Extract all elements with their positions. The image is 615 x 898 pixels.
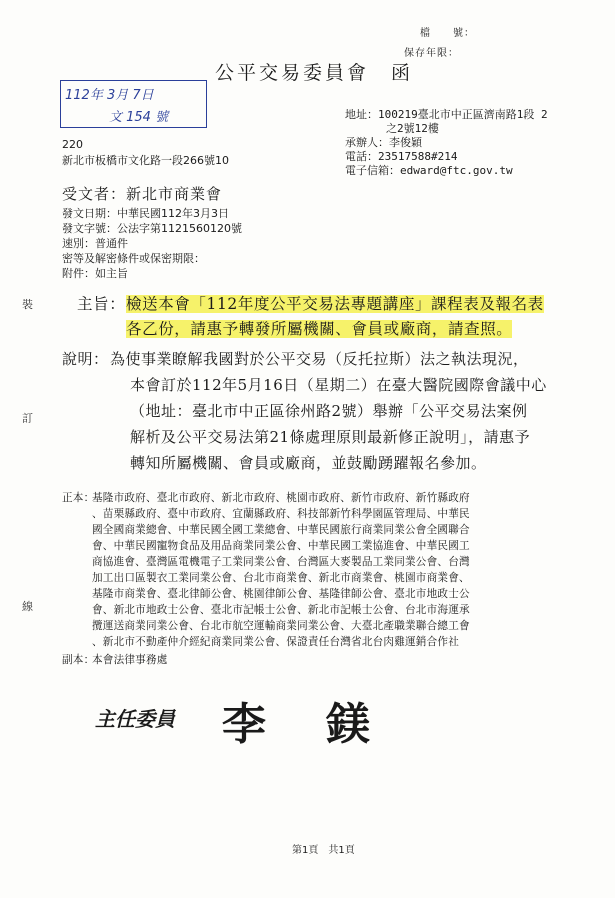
stamp-number: 文 154 號: [109, 110, 169, 125]
recipients-line: 、苗栗縣政府、臺中市政府、宜蘭縣政府、科技部新竹科學園區管理局、中華民: [92, 508, 470, 520]
file-number-label: 檔 號：: [420, 28, 475, 39]
binding-mark-3: 線: [22, 600, 33, 613]
document-title: 公平交易委員會 函: [215, 62, 414, 84]
subject-highlight-1: 檢送本會「112年度公平交易法專題講座」課程表及報名表: [126, 295, 544, 313]
explanation-line-1: 為使事業瞭解我國對於公平交易（反托拉斯）法之執法現況，: [110, 350, 529, 368]
page-number: 第1頁 共1頁: [292, 845, 355, 856]
contact-email: 電子信箱：edward@ftc.gov.tw: [345, 164, 513, 177]
recipients-line: 攬運送商業同業公會、台北市航空運輸商業同業公會、大臺北產職業聯合總工會: [92, 620, 470, 632]
stamp-date: 112年 3月 7日: [65, 88, 154, 103]
recipients-line: 基隆市政府、臺北市政府、新北市政府、桃園市政府、新竹市政府、新竹縣政府: [92, 492, 470, 504]
copy-value: 本會法律事務處: [92, 654, 168, 666]
explanation-line-2: 本會訂於112年5月16日（星期二）在臺大醫院國際會議中心: [130, 376, 547, 394]
subject-line-2: [126, 317, 512, 339]
explanation-line-5: 轉知所屬機關、會員或廠商，並鼓勵踴躍報名參加。: [130, 454, 487, 472]
delivery-speed: 速別：普通件: [62, 237, 128, 250]
retention-period-label: 保存年限：: [404, 48, 459, 59]
postal-zip: 220: [62, 138, 83, 151]
recipients-label: 正本：: [62, 492, 95, 504]
secrecy-level: 密等及解密條件或保密期限：: [62, 252, 205, 265]
binding-mark-1: 裝: [22, 298, 33, 311]
contact-phone: 電話：23517588#214: [345, 150, 458, 163]
recipients-line: 加工出口區製衣工業同業公會、台北市商業會、新北市商業會、桃園市商業會、: [92, 572, 470, 584]
binding-mark-2: 訂: [22, 412, 33, 425]
contact-address-line2: 之2號12樓: [386, 122, 439, 135]
subject-highlight-2: 各乙份，請惠予轉發所屬機關、會員或廠商，請查照。: [126, 320, 513, 338]
issue-date: 發文日期：中華民國112年3月3日: [62, 207, 229, 220]
recipients-line: 商協進會、臺灣區電機電子工業同業公會、台灣區大麥製品工業同業公會、台灣: [92, 556, 470, 568]
explanation-line-3: （地址：臺北市中正區徐州路2號）舉辦「公平交易法案例: [130, 402, 528, 420]
issue-number: 發文字號：公法字第1121560120號: [62, 222, 242, 235]
subject-label: 主旨：: [77, 295, 126, 313]
subject-line-1: [126, 292, 544, 314]
explanation-line-4: 解析及公平交易法第21條處理原則最新修正說明」，請惠予: [130, 428, 531, 446]
explanation-label: 說明：: [62, 350, 109, 368]
copy-label: 副本：: [62, 654, 95, 666]
attachment: 附件：如主旨: [62, 267, 128, 280]
postal-address: 新北市板橋市文化路一段266號10: [62, 154, 229, 167]
recipients-line: 會、新北市地政士公會、臺北市記帳士公會、新北市記帳士公會、台北市海運承: [92, 604, 470, 616]
recipients-line: 、新北市不動產仲介經紀商業同業公會、保證責任台灣省北台肉雞運銷合作社: [92, 636, 459, 648]
contact-handler: 承辦人：李俊穎: [345, 136, 422, 149]
contact-address-line1: 地址：100219臺北市中正區濟南路1段 2: [345, 108, 548, 121]
signatory-title: 主任委員: [95, 707, 175, 731]
recipients-line: 基隆市商業會、臺北律師公會、桃園律師公會、基隆律師公會、臺北市地政士公: [92, 588, 470, 600]
received-stamp: [60, 80, 207, 128]
recipients-line: 會、中華民國寵物食品及用品商業同業公會、中華民國工業協進會、中華民國工: [92, 540, 470, 552]
recipients-line: 國全國商業總會、中華民國全國工業總會、中華民國旅行商業同業公會全國聯合: [92, 524, 470, 536]
recipient: 受文者：新北市商業會: [62, 185, 223, 203]
signatory-name: 李鎂: [222, 699, 430, 750]
